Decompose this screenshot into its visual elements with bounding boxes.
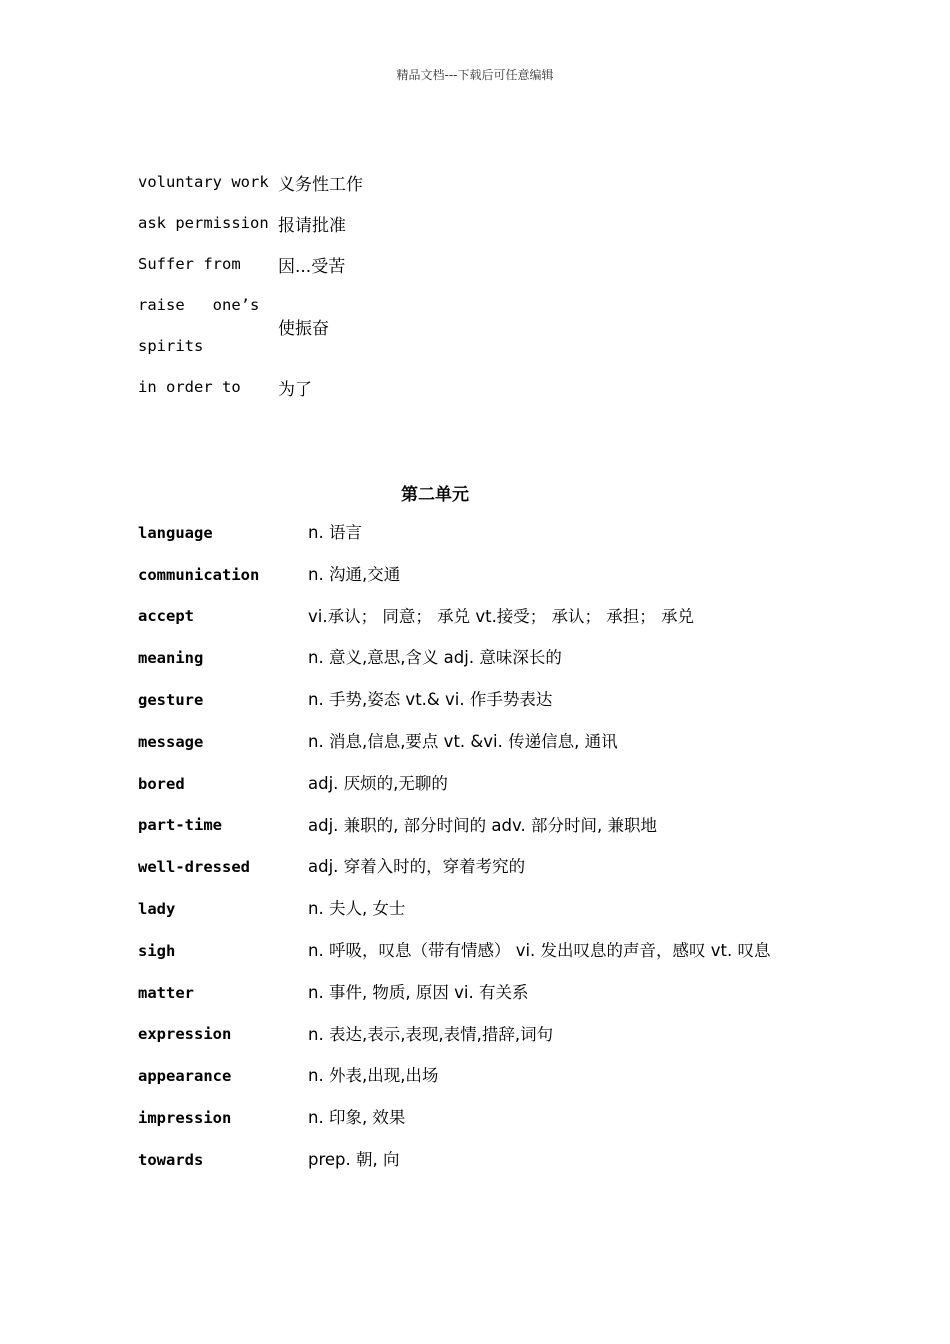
vocabulary-list [138, 512, 828, 1181]
vocab-definition: adj. 兼职的, 部分时间的 adv. 部分时间, 兼职地 [308, 815, 657, 835]
vocab-definition: n. 语言 [308, 523, 362, 542]
vocab-word: accept [138, 607, 194, 626]
phrase-row [138, 203, 598, 244]
vocab-definition: n. 事件, 物质, 原因 vi. 有关系 [308, 982, 529, 1002]
vocab-row [138, 888, 828, 930]
phrase-definition: 为了 [278, 380, 312, 400]
phrase-term: ask permission [138, 214, 269, 232]
vocab-row [138, 1014, 828, 1056]
vocab-row [138, 972, 828, 1014]
phrase-term: in order to [138, 378, 241, 396]
vocab-word: matter [138, 983, 194, 1002]
phrase-definition: 因...受苦 [278, 257, 346, 277]
phrase-definition: 义务性工作 [278, 175, 363, 195]
vocab-definition: n. 沟通,交通 [308, 564, 401, 584]
vocab-definition: n. 消息,信息,要点 vt. &vi. 传递信息, 通讯 [308, 731, 618, 751]
vocab-word: bored [138, 774, 185, 793]
vocab-word: communication [138, 565, 260, 584]
vocab-row [138, 721, 828, 763]
vocab-row [138, 1139, 828, 1181]
vocab-definition: n. 呼吸，叹息（带有情感） vi. 发出叹息的声音，感叹 vt. 叹息 [308, 940, 771, 960]
vocab-row [138, 930, 828, 972]
vocab-definition: n. 意义,意思,含义 adj. 意味深长的 [308, 648, 562, 668]
page-header: 精品文档---下载后可任意编辑 [396, 68, 554, 82]
phrase-list [138, 162, 598, 408]
vocab-word: expression [138, 1025, 232, 1044]
vocab-row [138, 637, 828, 679]
vocab-definition: prep. 朝, 向 [308, 1149, 400, 1169]
vocab-definition: adj. 厌烦的,无聊的 [308, 773, 448, 793]
vocab-word: well-dressed [138, 858, 250, 877]
vocab-definition: adj. 穿着入时的，穿着考究的 [308, 857, 526, 877]
vocab-word: impression [138, 1109, 232, 1128]
vocab-word: lady [138, 900, 176, 919]
vocab-definition: n. 表达,表示,表现,表情,措辞,词句 [308, 1024, 554, 1044]
phrase-definition: 使振奋 [278, 318, 329, 339]
vocab-row [138, 679, 828, 721]
vocab-definition: n. 印象, 效果 [308, 1108, 406, 1128]
vocab-word: sigh [138, 941, 176, 960]
vocab-word: language [138, 523, 213, 542]
phrase-term: raise one’s spirits [138, 296, 260, 355]
phrase-term: Suffer from [138, 255, 241, 273]
phrase-row [138, 162, 598, 203]
vocab-definition: n. 夫人, 女士 [308, 899, 406, 919]
vocab-word: gesture [138, 691, 204, 710]
phrase-row [138, 367, 598, 408]
vocab-row [138, 805, 828, 847]
vocab-row [138, 1097, 828, 1139]
vocab-row [138, 554, 828, 596]
unit-title: 第二单元 [401, 485, 469, 505]
vocab-word: message [138, 732, 204, 751]
vocab-definition: n. 手势,姿态 vt.& vi. 作手势表达 [308, 690, 553, 710]
vocab-row [138, 1055, 828, 1097]
vocab-row [138, 763, 828, 805]
vocab-word: part-time [138, 816, 222, 835]
phrase-definition: 报请批准 [278, 216, 346, 236]
vocab-word: appearance [138, 1067, 232, 1086]
vocab-row [138, 846, 828, 888]
vocab-definition: n. 外表,出现,出场 [308, 1066, 439, 1086]
vocab-row [138, 512, 828, 554]
phrase-row [138, 285, 598, 367]
phrase-row [138, 244, 598, 285]
vocab-definition: vi.承认； 同意； 承兑 vt.接受； 承认； 承担； 承兑 [308, 606, 695, 626]
vocab-row [138, 596, 828, 638]
phrase-term: voluntary work [138, 173, 269, 191]
vocab-word: meaning [138, 649, 204, 668]
vocab-word: towards [138, 1150, 204, 1169]
